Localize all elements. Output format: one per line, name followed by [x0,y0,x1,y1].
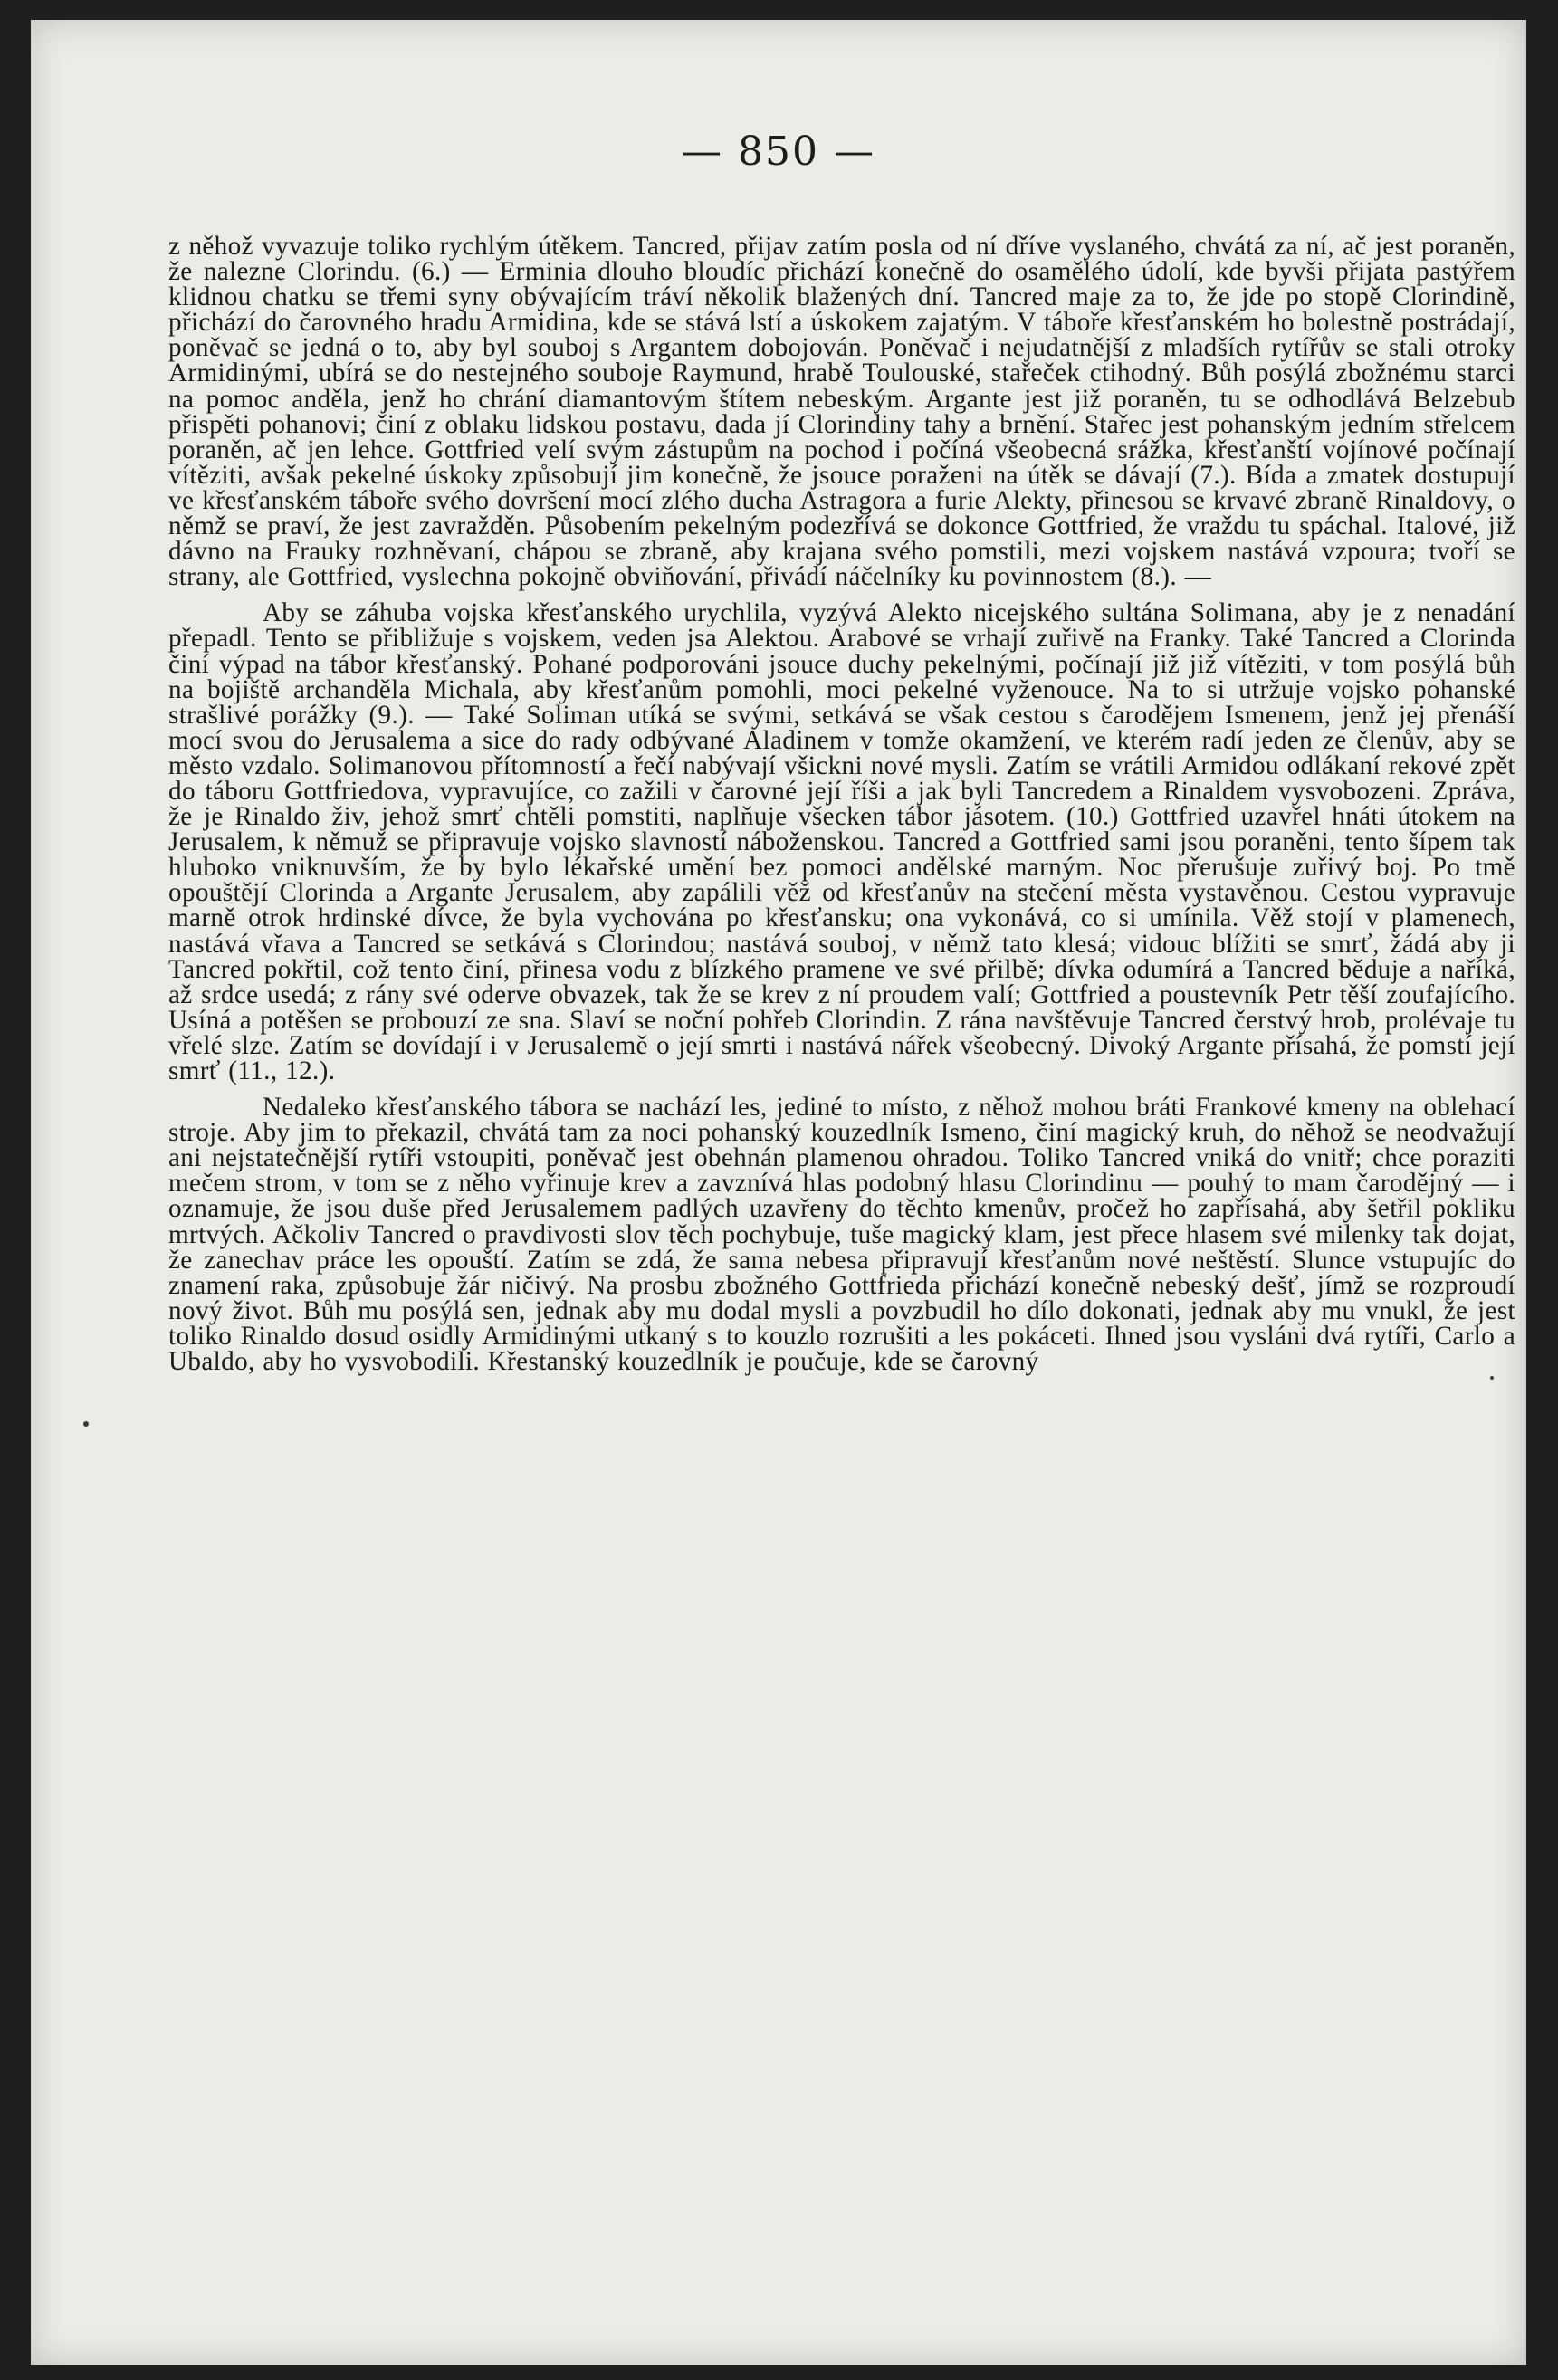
paragraph-2: Aby se záhuba vojska křesťanského urychlila, vyzývá Alekto nicejského sultána Solimana, aby je z nenadání přepadl. Tento se přibližuje s vojskem, veden jsa Alektou. Arabové se vrhají zuřivě na Franky. Také Tancred a Clorinda činí výpad na tábor křesťanský. Pohané podporováni jsouce duchy pekelnými, počínají již již vítěziti, v tom posýlá bůh na bojiště archanděla Michala, aby křesťanům pomohli, moci pekelné vyženouce. Na to si utržuje vojsko pohanské strašlivé porážky (9.). — Také Soliman utíká se svými, setkává se však cestou s čarodějem Ismenem, jenž jej přenáší mocí svou do Jerusalema a sice do rady odbývané Aladinem v tomže okamžení, ve kterém radí jeden ze členův, aby se město vzdalo. Solimanovou přítomností a řečí nabývají všickni nové mysli. Zatím se vrátili Armidou odlákaní rekové zpět do táboru Gottfriedova, vypravujíce, co zažili v čarovné její říši a jak byli Tancredem a Rinaldem vysvobozeni. Zpráva, že je Rinaldo živ, jehož smrť chtěli pomstiti, naplňuje všecken tábor jásotem. (10.) Gottfried uzavřel hnáti útokem na Jerusalem, k němuž se připravuje vojsko slavností náboženskou. Tancred a Gottfried sami jsou poraněni, tento šípem tak hluboko vniknuvším, že by bylo lékařské umění bez pomoci andělské marným. Noc přerušuje zuřivý boj. Po tmě opouštějí Clorinda a Argante Jerusalem, aby zapálili věž od křesťanův na stečení města vystavěnou. Cestou vypravuje marně otrok hrdinské dívce, že byla vychována po křesťansku; ona vykonává, co si umínila. Věž stojí v plamenech, nastává vřava a Tancred se setkává s Clorindou; nastává souboj, v němž tato klesá; vidouc blížiti se smrť, žádá aby ji Tancred pokřtil, což tento činí, přinesa vodu z blízkého pramene ve své přilbě; dívka odumírá a Tancred běduje a naříká, až srdce usedá; z rány své oderve obvazek, tak že se krev z ní proudem valí; Gottfried a poustevník Petr těší zoufajícího. Usíná a potěšen se probouzí ze sna. Slaví se noční pohřeb Clorindin. Z rána navštěvuje Tancred čerstvý hrob, prolévaje tu vřelé slze. Zatím se dovídají i v Jerusalemě o její smrti i nastává nářek všeobecný. Divoký Argante přísahá, že pomstí její smrť (11., 12.). [168,598,1515,1085]
paragraph-3: Nedaleko křesťanského tábora se nachází les, jediné to místo, z něhož mohou bráti Frankové kmeny na oblehací stroje. Aby jim to překazil, chvátá tam za noci pohanský kouzedlník Ismeno, činí magický kruh, do něhož se neodvažují ani nejstatečnější rytíři vstoupiti, poněvač jest obehnán plamenou ohradou. Toliko Tancred vniká do vnitř; chce poraziti mečem strom, v tom se z něho vyřinuje krev a zavznívá hlas podobný hlasu Clorindinu — pouhý to mam čarodějný — i oznamuje, že jsou duše před Jerusalemem padlých uzavřeny do těchto kmenův, pročež ho zapřísahá, aby šetřil pokliku mrtvých. Ačkoliv Tancred o pravdivosti slov těch pochybuje, tuše magický klam, jest přece hlasem své milenky tak dojat, že zanechav práce les opouští. Zatím se zdá, že sama nebesa připravují křesťanům nové neštěstí. Slunce vstupujíc do znamení raka, způsobuje žár ničivý. Na prosbu zbožného Gottfrieda přichází konečně nebeský dešť, jímž se rozproudí nový život. Bůh mu posýlá sen, jednak aby mu dodal mysli a povzbudil ho dílo dokonati, jednak aby mu vnukl, že jest toliko Rinaldo dosud osidly Armidinými utkaný s to kouzlo rozrušiti a les pokáceti. Ihned jsou vysláni dvá rytíři, Carlo a Ubaldo, aby ho vysvobodili. Křestanský kouzedlník je poučuje, kde se čarovný [168,1093,1515,1377]
print-speck [83,1421,89,1427]
book-page [31,20,1526,2365]
body-text [168,232,1515,1377]
print-speck [1490,1376,1494,1380]
page-number: — 850 — [682,129,875,175]
paragraph-1: z něhož vyvazuje toliko rychlým útěkem. Tancred, přijav zatím posla od ní dříve vyslaného, chvátá za ní, ač jest poraněn, že nalezne Clorindu. (6.) — Erminia dlouho bloudíc přichází konečně do osamělého údolí, kde byvši přijata pastýřem klidnou chatku se třemi syny obývajícím tráví několik blažených dní. Tancred maje za to, že jde po stopě Clorindině, přichází do čarovného hradu Armidina, kde se stává lstí a úskokem zajatým. V táboře křesťanském ho bolestně postrádají, poněvač se jedná o to, aby byl souboj s Argantem dobojován. Poněvač i nejudatnější z mladších rytířův se stali otroky Armidinými, ubírá se do nestejného souboje Raymund, hrabě Toulouské, stařeček ctihodný. Bůh posýlá zbožnému starci na pomoc anděla, jenž ho chrání diamantovým štítem nebeským. Argante jest již poraněn, tu se odhodlává Belzebub přispěti pohanovi; činí z oblaku lidskou postavu, dada jí Clorindiny tahy a brnění. Stařec jest pohanským jedním střelcem poraněn, ač jen lehce. Gottfried velí svým zástupům na pochod i počíná všeobecná srážka, křesťanští vojínové počínají vítěziti, avšak pekelné úskoky způsobují jim konečně, že jsouce poraženi na útěk se dávají (7.). Bída a zmatek dostupují ve křesťanském táboře svého dovršení mocí zlého ducha Astragora a furie Alekty, přinesou se krvavé zbraně Rinaldovy, o němž se praví, že jest zavražděn. Působením pekelným podezřívá se dokonce Gottfried, že vraždu tu spáchal. Italové, již dávno na Frauky rozhněvaní, chápou se zbraně, aby krajana svého pomstili, mezi vojskem nastává vzpoura; tvoří se strany, ale Gottfried, vyslechna pokojně obviňování, přivádí náčelníky ku povinnostem (8.). — [168,232,1515,592]
